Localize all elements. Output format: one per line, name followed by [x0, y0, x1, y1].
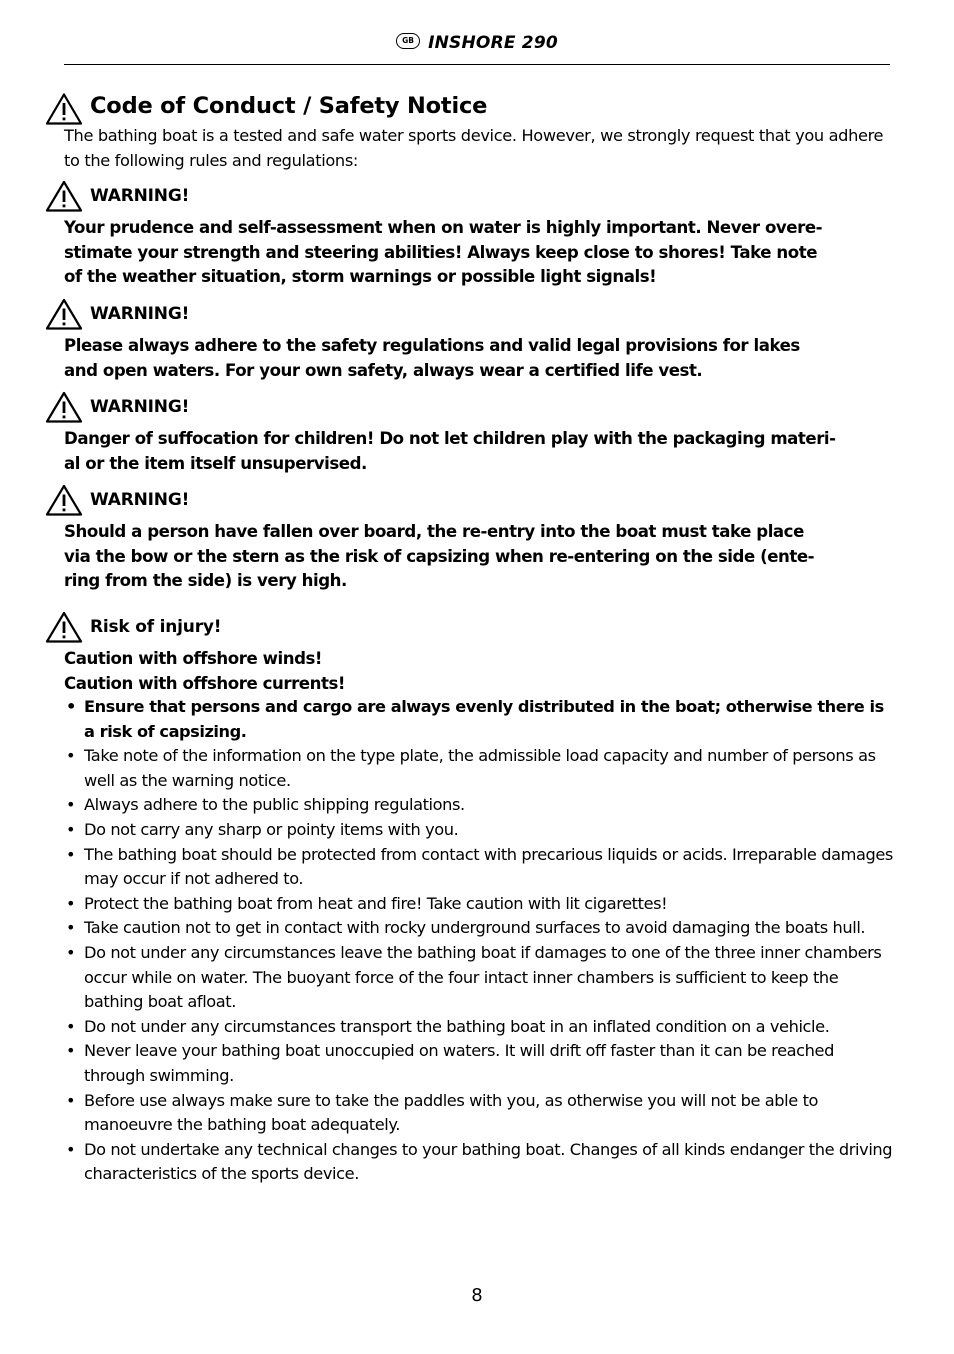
intro-text: The bathing boat is a tested and safe water sports device. However, we strongly request that you adhere to the following rules and regulations: [64, 126, 884, 170]
list-item [64, 941, 894, 1015]
caution-lines [64, 647, 896, 696]
list-item [64, 892, 894, 917]
bullet-icon: • [66, 893, 76, 913]
list-item-text: Never leave your bathing boat unoccupied on waters. It will drift off faster than it can be reached through swimming. [84, 1041, 834, 1085]
list-item [64, 1089, 894, 1138]
list-item [64, 1138, 894, 1187]
list-item-text: Ensure that persons and cargo are always evenly distributed in the boat; otherwise there is a risk of capsizing. [84, 697, 884, 741]
text-line: via the bow or the stern as the risk of capsizing when re-entering on the side (ente- [64, 546, 815, 566]
warning-label: WARNING! [90, 490, 190, 510]
text-line: Please always adhere to the safety regulations and valid legal provisions for lakes [64, 336, 800, 355]
risk-label: Risk of injury! [90, 617, 222, 637]
text-line: and open waters. For your own safety, always wear a certified life vest. [64, 360, 703, 380]
warning-triangle-icon [45, 391, 83, 423]
list-item [64, 916, 894, 941]
warning-text-2 [64, 334, 896, 383]
bullet-icon: • [66, 942, 76, 962]
bullet-icon: • [66, 1016, 76, 1036]
list-item [64, 1039, 894, 1088]
bullet-icon: • [66, 819, 76, 839]
text-line: of the weather situation, storm warnings or possible light signals! [64, 267, 657, 287]
page-header [64, 30, 890, 65]
warning-label: WARNING! [90, 397, 190, 417]
warning-triangle-icon [45, 180, 83, 212]
list-item-text: Take note of the information on the type plate, the admissible load capacity and number of persons as well as the warning notice. [84, 746, 876, 790]
bullet-icon: • [66, 697, 76, 716]
warning-text-3 [64, 427, 896, 476]
text-line: al or the item itself unsupervised. [64, 453, 367, 473]
safety-bullet-list [64, 695, 894, 1187]
list-item [64, 818, 894, 843]
caution-currents: Caution with offshore currents! [64, 673, 345, 693]
text-line: Should a person have fallen over board, the re-entry into the boat must take place [64, 522, 804, 541]
country-badge: GB [396, 33, 420, 49]
warning-text-4 [64, 520, 896, 594]
text-line: Danger of suffocation for children! Do not let children play with the packaging materi- [64, 429, 836, 448]
bullet-icon: • [66, 1090, 76, 1110]
warning-label: WARNING! [90, 186, 190, 206]
bullet-icon: • [66, 1041, 76, 1061]
list-item-text: Do not undertake any technical changes to your bathing boat. Changes of all kinds endanger the driving characteristics of the sports device. [84, 1139, 893, 1184]
list-item [64, 843, 894, 892]
product-title: INSHORE 290 [428, 32, 558, 53]
bullet-icon: • [66, 844, 76, 864]
list-item-text: The bathing boat should be protected from contact with precarious liquids or acids. Irreparable damages may occur if not adhered to. [84, 844, 893, 889]
text-line: stimate your strength and steering abilities! Always keep close to shores! Take note [64, 242, 818, 262]
page-number: 8 [471, 1285, 483, 1306]
list-item-text: Before use always make sure to take the paddles with you, as otherwise you will not be able to manoeuvre the bathing boat adequately. [84, 1090, 819, 1135]
text-line: Your prudence and self-assessment when on water is highly important. Never overe- [64, 218, 823, 237]
warning-triangle-icon [45, 484, 83, 516]
text-line: ring from the side) is very high. [64, 571, 347, 591]
list-item [64, 744, 894, 793]
warning-triangle-icon [45, 92, 83, 125]
list-item [64, 793, 894, 818]
list-item-text: Do not carry any sharp or pointy items with you. [84, 819, 459, 839]
bullet-icon: • [66, 1139, 76, 1159]
warning-triangle-icon [45, 611, 83, 643]
bullet-icon: • [66, 918, 76, 938]
bullet-icon: • [66, 746, 76, 766]
warning-triangle-icon [45, 298, 83, 330]
list-item-text: Take caution not to get in contact with rocky underground surfaces to avoid damaging the boats hull. [84, 918, 866, 938]
list-item [64, 1015, 894, 1040]
page-title: Code of Conduct / Safety Notice [90, 93, 488, 119]
warning-label: WARNING! [90, 304, 190, 324]
list-item-text: Do not under any circumstances leave the bathing boat if damages to one of the three inner chambers occur while on water. The buoyant force of the four intact inner chambers is sufficient to keep the bathing boat afloat. [84, 942, 882, 1012]
list-item-text: Always adhere to the public shipping regulations. [84, 795, 465, 815]
bullet-icon: • [66, 795, 76, 815]
list-item-text: Protect the bathing boat from heat and fire! Take caution with lit cigarettes! [84, 893, 668, 913]
caution-winds: Caution with offshore winds! [64, 649, 323, 668]
header-title-row [64, 32, 890, 53]
warning-text-1 [64, 216, 896, 290]
list-item [64, 695, 894, 744]
list-item-text: Do not under any circumstances transport the bathing boat in an inflated condition on a vehicle. [84, 1016, 830, 1036]
